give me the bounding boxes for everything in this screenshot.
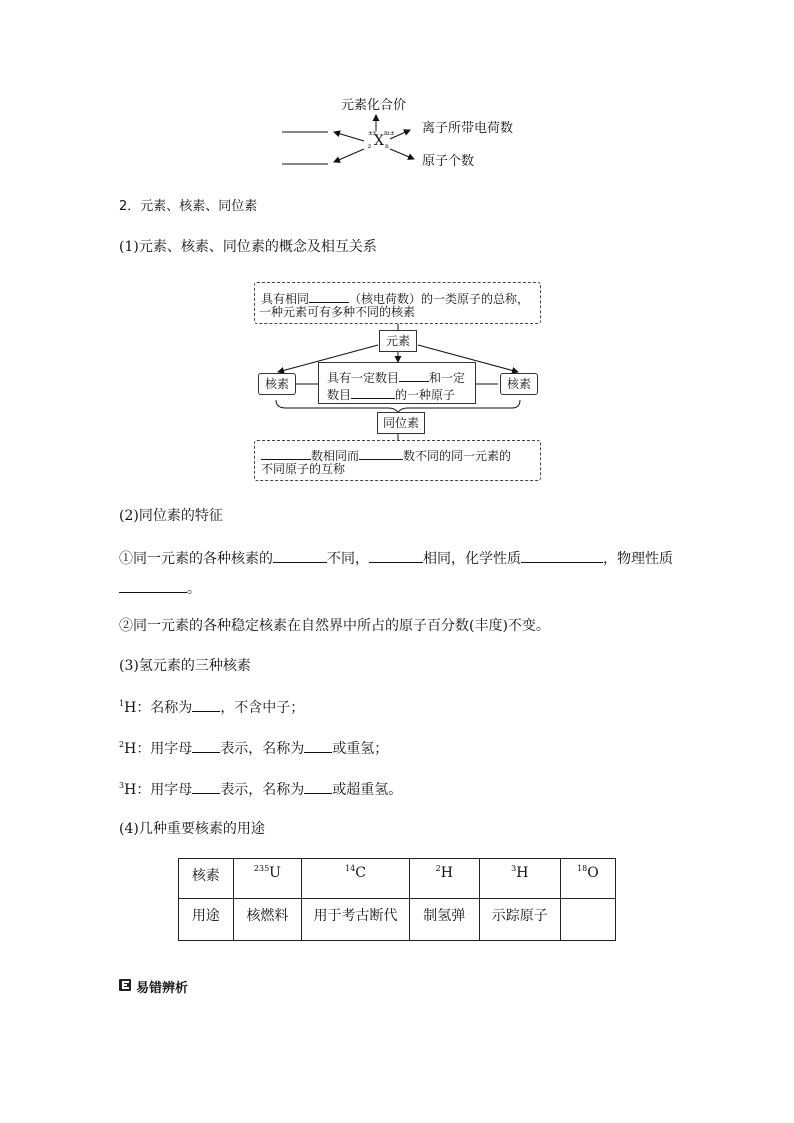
table-cell[interactable] — [560, 899, 615, 941]
table-cell: 制氢弹 — [409, 899, 479, 941]
answer-blank[interactable] — [273, 548, 327, 563]
isotope-def-text-b: 数不同的同一元素的 — [403, 449, 512, 463]
isotope-def-text-a: 数相同而 — [311, 449, 360, 463]
isotope-definition-box — [254, 440, 541, 481]
feature-2-line: ②同一元素的各种稳定核素在自然界中所占的原子百分数(丰度)不变。 — [119, 618, 550, 634]
post-superscript: m± — [384, 130, 395, 137]
subsection-title-2: (2)同位素的特征 — [119, 508, 223, 524]
feature-1-text-c: 相同，化学性质 — [423, 551, 521, 567]
hydrogen-deuterium-line — [119, 738, 388, 758]
isotope-box: 同位素 — [377, 412, 425, 434]
feature-1-line — [119, 548, 673, 568]
mass-number: 2 — [119, 740, 125, 749]
feature-1-text-b: 不同， — [327, 551, 369, 567]
nuclide-def-text-b: 和一定 — [429, 371, 466, 385]
deuterium-text-c: 或重氢； — [332, 741, 389, 757]
mass-number: 1 — [119, 699, 125, 708]
table-header-cell: 核素 — [179, 859, 234, 899]
nuclide-symbol — [366, 130, 406, 156]
answer-blank[interactable] — [399, 367, 429, 382]
nuclide-uses-table — [178, 858, 616, 941]
tritium-text-c: 或超重氢。 — [332, 782, 403, 798]
protium-text-b: ，不含中子； — [220, 700, 305, 716]
answer-blank[interactable] — [521, 548, 603, 563]
subsection-title-4: (4)几种重要核素的用途 — [119, 821, 265, 837]
valence-label: 元素化合价 — [341, 98, 407, 113]
answer-blank[interactable] — [119, 578, 187, 593]
table-cell: $^{14}$C — [302, 859, 410, 899]
answer-blank[interactable] — [304, 738, 332, 753]
element-def-text-b: （核电荷数）的一类原子的总称， — [349, 292, 530, 306]
table-cell: 示踪原子 — [479, 899, 560, 941]
element-definition-box — [254, 282, 541, 324]
tritium-text-b: 表示，名称为 — [220, 782, 305, 798]
nuclide-box-right: 核素 — [500, 373, 538, 395]
answer-blank[interactable] — [309, 288, 349, 303]
feature-1-text-a: ①同一元素的各种核素的 — [119, 551, 273, 567]
feature-1-text-d: ，物理性质 — [603, 551, 673, 567]
nuclide-def-text-c: 数目 — [327, 388, 352, 402]
tritium-text-a: ：用字母 — [136, 782, 193, 798]
answer-blank[interactable] — [261, 445, 311, 460]
section-title: 2．元素、核素、同位素 — [119, 199, 258, 214]
answer-blank[interactable] — [192, 738, 220, 753]
element-symbol: H — [124, 700, 137, 716]
table-header-cell: 用途 — [179, 899, 234, 941]
table-row — [179, 899, 616, 941]
answer-blank[interactable] — [192, 779, 220, 794]
isotope-def-text-2: 不同原子的互称 — [261, 462, 346, 476]
table-cell: $^{235}$U — [233, 859, 302, 899]
hydrogen-tritium-line — [119, 779, 402, 799]
nuclide-def-text-d: 的一种原子 — [395, 388, 456, 402]
table-row — [179, 859, 616, 899]
table-cell: $^2$H — [409, 859, 479, 899]
atom-count-label: 原子个数 — [422, 154, 475, 169]
answer-blank[interactable] — [359, 445, 403, 460]
table-cell: 用于考古断代 — [302, 899, 410, 941]
element-def-text-a: 具有相同 — [261, 292, 310, 306]
error-analysis-heading: 易错辨析 — [136, 981, 189, 996]
answer-blank[interactable] — [304, 779, 332, 794]
protium-text-a: ：名称为 — [136, 700, 193, 716]
pre-subscript: z — [368, 143, 372, 150]
answer-blank[interactable] — [351, 384, 395, 399]
element-symbol: H — [124, 741, 137, 757]
element-symbol: H — [124, 782, 137, 798]
table-cell: $^{18}$O — [560, 859, 615, 899]
subsection-title-3: (3)氢元素的三种核素 — [119, 658, 251, 674]
answer-blank[interactable] — [369, 548, 423, 563]
hydrogen-protium-line — [119, 697, 304, 717]
ion-charge-label: 离子所带电荷数 — [422, 121, 514, 136]
answer-blank[interactable] — [192, 697, 220, 712]
nuclide-def-text-a: 具有一定数目 — [327, 371, 400, 385]
element-symbol: X — [374, 133, 384, 149]
feature-1-line-2 — [119, 578, 201, 598]
table-cell: 核燃料 — [233, 899, 302, 941]
element-box: 元素 — [379, 330, 417, 352]
e-badge-icon — [119, 979, 131, 991]
nuclide-definition-box — [318, 362, 476, 404]
mass-number: 3 — [119, 781, 125, 790]
table-cell: $^3$H — [479, 859, 560, 899]
element-def-text-2: 一种元素可有多种不同的核素 — [259, 305, 416, 319]
deuterium-text-b: 表示，名称为 — [220, 741, 305, 757]
feature-1-text-e: 。 — [187, 581, 201, 597]
post-subscript: n — [385, 143, 389, 150]
subsection-title-1: (1)元素、核素、同位素的概念及相互关系 — [119, 239, 377, 255]
nuclide-box-left: 核素 — [258, 373, 296, 395]
pre-superscript: ±x — [368, 130, 377, 137]
deuterium-text-a: ：用字母 — [136, 741, 193, 757]
